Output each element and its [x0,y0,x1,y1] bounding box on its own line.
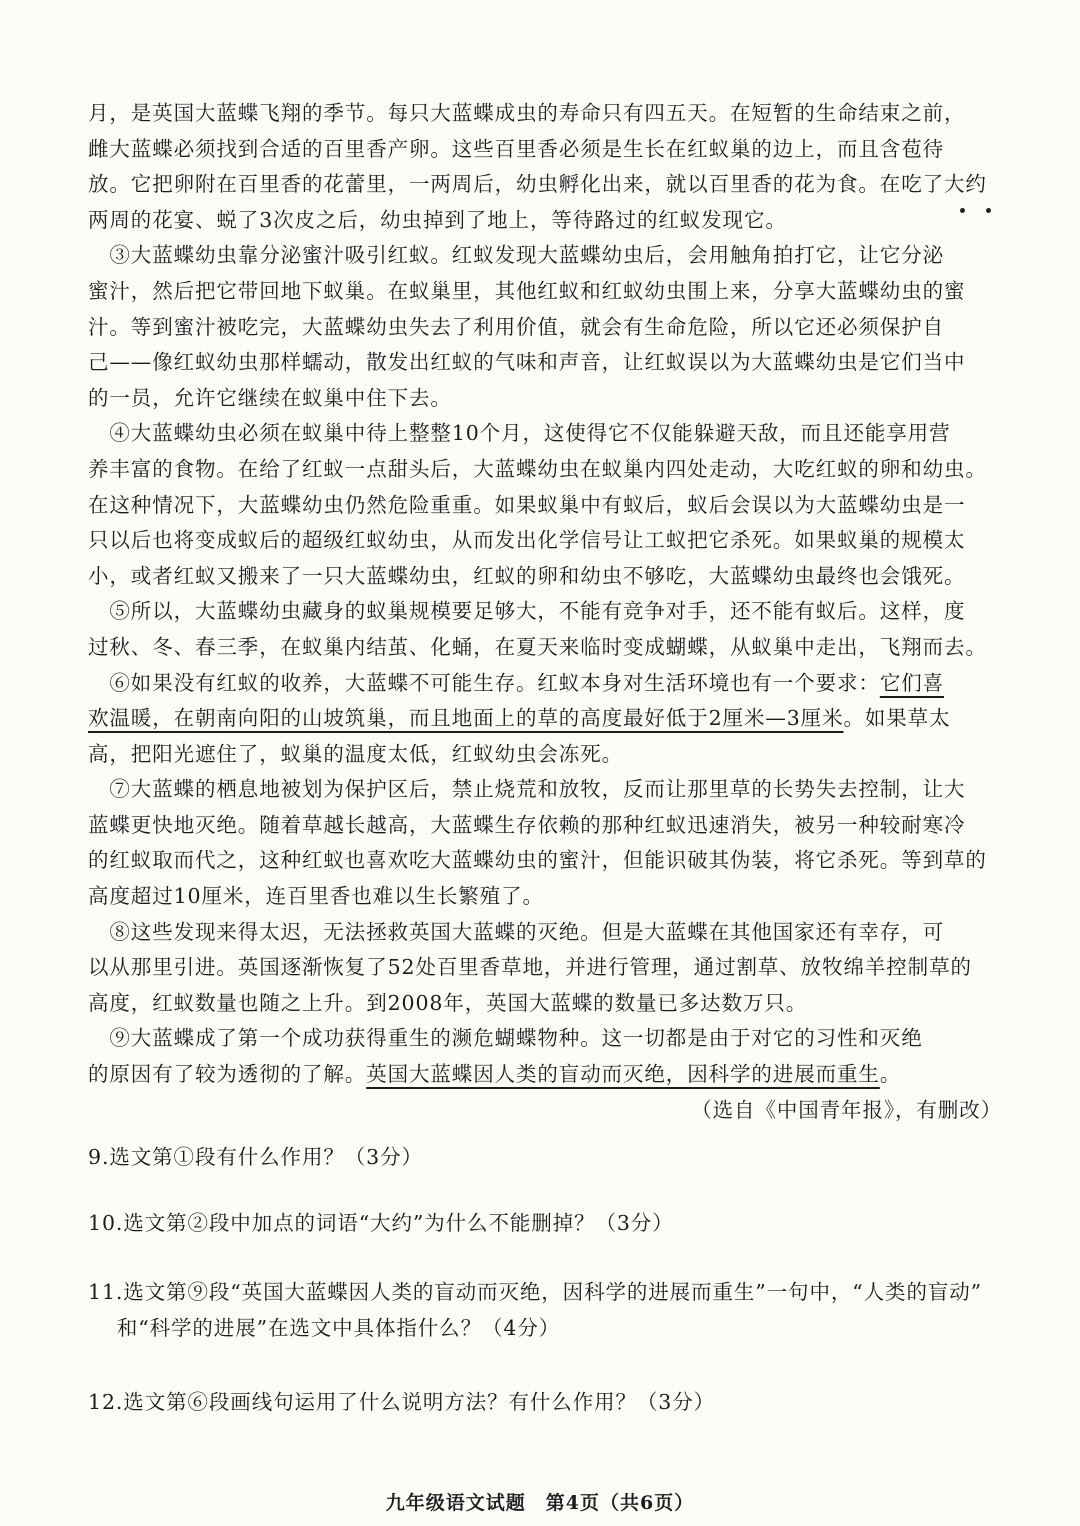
passage-line-p6-1 [88,666,1006,702]
underlined-sentence: 欢温暖，在朝南向阳的山坡筑巢，而且地面上的草的高度最好低于2厘米—3厘米 [88,706,844,731]
passage-line: 的一员，允许它继续在蚁巢中住下去。 [88,385,452,410]
passage-line-p6-2 [88,701,1006,737]
underlined-sentence: 它们喜 [879,670,945,695]
passage-line: ⑧这些发现来得太迟，无法拯救英国大蓝蝶的灭绝。但是大蓝蝶在其他国家还有幸存，可 [88,919,944,944]
passage-line: 月，是英国大蓝蝶飞翔的季节。每只大蓝蝶成虫的寿命只有四五天。在短暂的生命结束之前， [88,101,966,125]
emphasis-dot [986,208,991,213]
passage-line: 以从那里引进。英国逐渐恢复了52处百里香草地，并进行管理，通过割草、放牧绵羊控制草的 [88,955,972,980]
passage-line: 雌大蓝蝶必须找到合适的百里香产卵。这些百里香必须是生长在红蚁巢的边上，而且含苞待 [88,136,944,161]
passage-line: 己——像红蚁幼虫那样蠕动，散发出红蚁的气味和声音，让红蚁误以为大蓝蝶幼虫是它们当中 [88,350,966,375]
questions [88,1140,1006,1420]
source-citation: （选自《中国青年报》，有删改） [691,1097,1002,1122]
passage-line: 高度超过10厘米，连百里香也难以生长繁殖了。 [88,884,544,909]
passage-line: ⑨大蓝蝶成了第一个成功获得重生的濒危蝴蝶物种。这一切都是由于对它的习性和灭绝 [88,1026,923,1051]
passage-line-p9-2 [88,1057,1006,1093]
passage-line: 汁。等到蜜汁被吃完，大蓝蝶幼虫失去了利用价值，就会有生命危险，所以它还必须保护自 [88,314,944,339]
question-11-cont: 和“科学的进展”在选文中具体指什么？（4分） [88,1316,561,1340]
passage-line: 过秋、冬、春三季，在蚁巢内结茧、化蛹，在夏天来临时变成蝴蝶，从蚁巢中走出，飞翔而去。 [88,634,987,659]
passage-text: ⑥如果没有红蚁的收养，大蓝蝶不可能生存。红蚁本身对生活环境也有一个要求： [88,670,880,695]
underlined-sentence: 英国大蓝蝶因人类的盲动而灭绝，因科学的进展而重生 [366,1062,880,1087]
passage-text: 。 [879,1062,902,1087]
passage-line: ④大蓝蝶幼虫必须在蚁巢中待上整整10个月，这使得它不仅能躲避天敌，而且还能享用营 [88,421,951,446]
passage-line: 只以后也将变成蚁后的超级红蚁幼虫，从而发出化学信号让工蚁把它杀死。如果蚁巢的规模太 [88,528,966,553]
question-9: 9.选文第①段有什么作用？（3分） [88,1145,423,1170]
passage-line: ⑤所以，大蓝蝶幼虫藏身的蚁巢规模要足够大，不能有竞争对手，还不能有蚁后。这样，度 [88,599,966,624]
passage [88,96,1006,1128]
passage-line: 高度，红蚁数量也随之上升。到2008年，英国大蓝蝶的数量已多达数万只。 [88,990,808,1015]
passage-line: 的红蚁取而代之，这种红蚁也喜欢吃大蓝蝶幼虫的蜜汁，但能识破其伪装，将它杀死。等到草的 [88,848,987,873]
question-12: 12.选文第⑥段画线句运用了什么说明方法？有什么作用？（3分） [88,1389,716,1414]
passage-line: 两周的花宴、蜕了3次皮之后，幼虫掉到了地上，等待路过的红蚁发现它。 [88,207,787,232]
passage-line: 养丰富的食物。在给了红蚁一点甜头后，大蓝蝶幼虫在蚁巢内四处走动，大吃红蚁的卵和幼虫。 [88,456,987,481]
passage-text: 。如果草太 [843,706,951,731]
passage-line: 放。它把卵附在百里香的花蕾里，一两周后，幼虫孵化出来，就以百里香的花为食。在吃了大约 [88,172,987,197]
passage-line: ③大蓝蝶幼虫靠分泌蜜汁吸引红蚁。红蚁发现大蓝蝶幼虫后，会用触角拍打它，让它分泌 [88,243,944,268]
passage-line: 蜜汁，然后把它带回地下蚁巢。在蚁巢里，其他红蚁和红蚁幼虫围上来，分享大蓝蝶幼虫的蜜 [88,278,966,303]
question-11: 11.选文第⑨段“英国大蓝蝶因人类的盲动而灭绝，因科学的进展而重生”一句中，“人类的盲动” [88,1280,983,1305]
passage-line: 小，或者红蚁又搬来了一只大蓝蝶幼虫，红蚁的卵和幼虫不够吃，大蓝蝶幼虫最终也会饿死。 [88,563,966,588]
answer-space[interactable] [88,1347,1006,1385]
passage-text: 的原因有了较为透彻的了解。 [88,1062,367,1087]
passage-line: 高，把阳光遮住了，蚁巢的温度太低，红蚁幼虫会冻死。 [88,741,623,766]
passage-line: 在这种情况下，大蓝蝶幼虫仍然危险重重。如果蚁巢中有蚁后，蚁后会误以为大蓝蝶幼虫是一 [88,492,966,517]
emphasis-dot [960,208,965,213]
question-10: 10.选文第②段中加点的词语“大约”为什么不能删掉？（3分） [88,1210,674,1235]
page-footer: 九年级语文试题 第4页（共6页） [385,1492,695,1514]
passage-line: ⑦大蓝蝶的栖息地被划为保护区后，禁止烧荒和放牧，反而让那里草的长势失去控制，让大 [88,777,966,802]
passage-line: 蓝蝶更快地灭绝。随着草越长越高，大蓝蝶生存依赖的那种红蚁迅速消失，被另一种较耐寒冷 [88,812,966,837]
answer-space[interactable] [88,1176,1006,1206]
answer-space[interactable] [88,1241,1006,1275]
page-content [88,96,1006,1420]
